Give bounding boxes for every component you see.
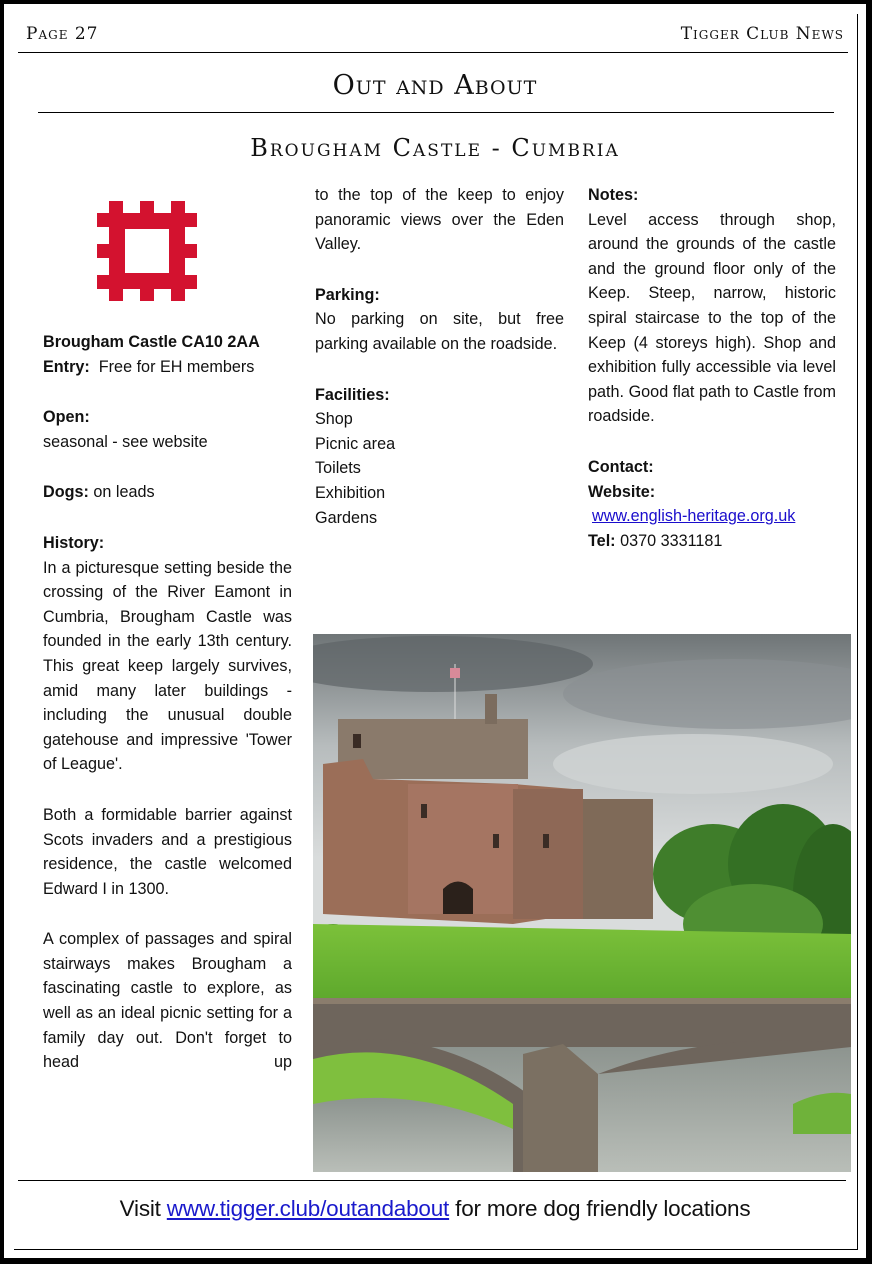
facility-item: Shop bbox=[315, 410, 353, 429]
facility-item: Toilets bbox=[315, 459, 361, 478]
facility-item: Gardens bbox=[315, 508, 378, 527]
footer-prefix: Visit bbox=[119, 1196, 161, 1221]
tel-label: Tel: bbox=[588, 531, 616, 550]
open-value: seasonal - see website bbox=[43, 432, 208, 451]
notes-label: Notes: bbox=[588, 186, 639, 204]
title-divider bbox=[38, 112, 834, 113]
parking-value: No parking on site, but free parking available on the roadside. bbox=[315, 310, 564, 353]
dogs-label: Dogs: bbox=[43, 483, 89, 502]
facilities-label: Facilities: bbox=[315, 385, 390, 404]
parking-label: Parking: bbox=[315, 285, 380, 304]
location-postcode: Brougham Castle CA10 2AA bbox=[43, 333, 260, 351]
article-title: Brougham Castle - Cumbria bbox=[250, 134, 620, 162]
footer-promo bbox=[4, 1196, 866, 1222]
facility-item: Exhibition bbox=[315, 483, 386, 502]
dogs-line bbox=[43, 480, 292, 505]
castle-photo bbox=[313, 634, 851, 1172]
header-divider bbox=[18, 52, 848, 53]
dogs-value: on leads bbox=[93, 483, 155, 502]
website-link[interactable]: www.english-heritage.org.uk bbox=[592, 507, 796, 526]
entry-line bbox=[43, 355, 292, 380]
page-number: Page 27 bbox=[26, 24, 99, 44]
notes-value: Level access through shop, around the grounds of the castle and the ground floor only of the Keep. Steep, narrow, historic spiral staircase to the top of the Keep (4 storeys high). Shop and exhibition fully accessible via level path. Good flat path to Castle from roadside. bbox=[588, 210, 836, 426]
entry-label: Entry: bbox=[43, 357, 90, 376]
entry-value: Free for EH members bbox=[98, 357, 255, 376]
tel-value: 0370 3331181 bbox=[620, 531, 723, 550]
history-continued: to the top of the keep to enjoy panoramic views over the Eden Valley. bbox=[315, 186, 564, 254]
publication-name: Tigger Club News bbox=[680, 24, 844, 44]
history-paragraph: Both a formidable barrier against Scots invaders and a prestigious residence, the castle welcomed Edward I in 1300. bbox=[43, 805, 292, 898]
footer-suffix: for more dog friendly locations bbox=[455, 1196, 751, 1221]
history-paragraph: A complex of passages and spiral stairways makes Brougham a fascinating castle to explore, as well as an ideal picnic setting for a family day out. Don't forget to head up bbox=[43, 930, 292, 1072]
contact-label: Contact: bbox=[588, 457, 654, 476]
section-title: Out and About bbox=[332, 70, 538, 101]
footer-link[interactable]: www.tigger.club/outandabout bbox=[166, 1196, 450, 1221]
website-label: Website: bbox=[588, 482, 656, 501]
stone-bridge bbox=[313, 998, 851, 1172]
column-parking-facilities bbox=[315, 183, 564, 530]
column-info-history bbox=[43, 330, 292, 1075]
column-notes-contact bbox=[588, 183, 836, 553]
history-paragraph: In a picturesque setting beside the crossing of the River Eamont in Cumbria, Brougham Castle was founded in the early 13th century. This great keep largely survives, amid many later buildings - including the unusual double gatehouse and impressive 'Tower of League'. bbox=[43, 558, 292, 774]
tel-line bbox=[588, 529, 836, 554]
footer-divider bbox=[18, 1180, 846, 1181]
english-heritage-logo-icon bbox=[97, 201, 197, 301]
history-label: History: bbox=[43, 533, 105, 552]
open-label: Open: bbox=[43, 408, 90, 427]
facility-item: Picnic area bbox=[315, 434, 396, 453]
